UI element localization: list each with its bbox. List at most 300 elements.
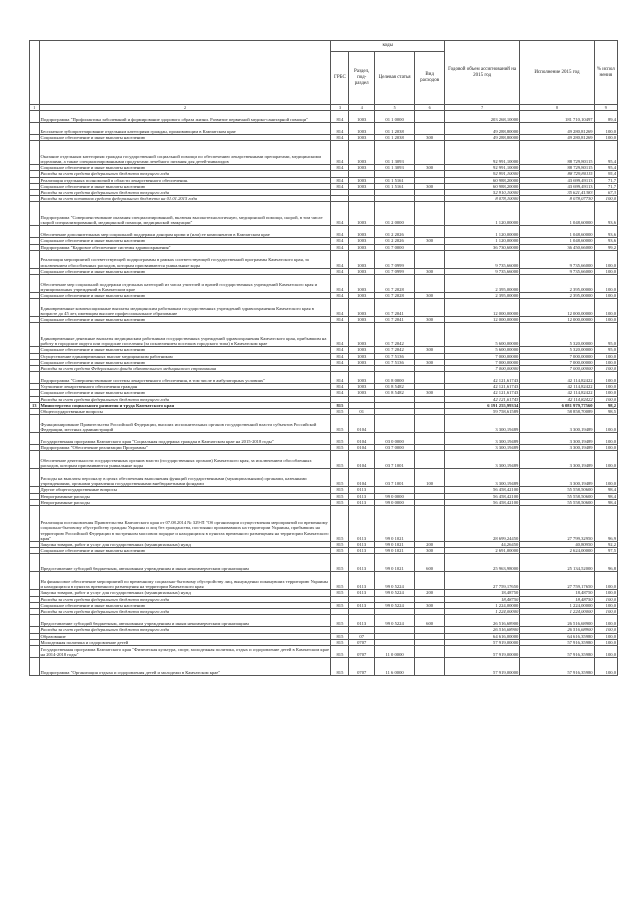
row-expense-type: 300 [415,347,445,353]
row-razdel: 1003 [349,390,374,396]
row-fact-amount: 1 048,60000 [520,226,594,238]
row-fact-amount: 9 735,66000 [520,268,594,274]
row-plan-amount: 92 991,10000 [444,171,519,177]
row-percent: 98,4 [594,499,617,505]
row-target-article [374,415,414,433]
row-section-number [30,615,40,627]
row-target-article: 01 7 5136 [374,353,414,359]
row-plan-amount: 25 963,98000 [444,554,519,572]
header-percent: % испол нения [594,41,617,105]
row-razdel: 0113 [349,542,374,548]
row-section-number [30,226,40,238]
row-razdel: 01 [349,409,374,415]
row-fact-amount: 57 916,35980 [520,657,594,675]
row-grbs: 814 [331,165,349,171]
row-percent: 100,0 [594,596,617,602]
colnum: 9 [594,105,617,111]
row-name: Функционирование Правительства Российской Федерации, высших исполнительных органов государственной власти субъектов Российской Федерации, местных администраций [39,415,331,433]
row-fact-amount: 1 048,60000 [520,202,594,226]
row-name: Молодежная политика и оздоровление детей [39,639,331,645]
row-razdel: 1003 [349,123,374,135]
row-fact-amount: 7 000,00000 [520,353,594,359]
row-plan-amount: 1 224,00000 [444,609,519,615]
row-percent: 100,0 [594,396,617,402]
row-grbs: 814 [331,250,349,268]
row-expense-type [415,372,445,384]
row-target-article: 01 7 0999 [374,268,414,274]
row-grbs: 815 [331,657,349,675]
row-razdel: 0113 [349,554,374,572]
row-fact-amount: 49 280,81269 [520,135,594,141]
row-fact-amount: 26 516,68900 [520,627,594,633]
row-target-article: 99 0 1021 [374,506,414,542]
row-razdel: 0104 [349,451,374,469]
row-razdel: 0113 [349,572,374,590]
row-percent: 100,0 [594,196,617,202]
row-name: Социальное обеспечение и иные выплаты населению [39,602,331,608]
row-target-article: 01 7 0000 [374,244,414,250]
row-grbs: 814 [331,111,349,123]
row-fact-amount: 12 000,00000 [520,317,594,323]
row-plan-amount: 1 120,00000 [444,202,519,226]
row-plan-amount: 26 516,68900 [444,615,519,627]
row-razdel: 0113 [349,548,374,554]
row-expense-type: 100 [415,469,445,487]
row-plan-amount: 7 000,00000 [444,359,519,365]
row-percent: 96,9 [594,506,617,542]
row-fact-amount: 3 300,19489 [520,433,594,445]
row-fact-amount: 1 224,00000 [520,609,594,615]
row-grbs: 814 [331,359,349,365]
row-razdel: 1003 [349,183,374,189]
row-percent: 100,0 [594,469,617,487]
row-name: Социальное обеспечение и иные выплаты населению [39,268,331,274]
row-name: Подпрограмма "Обеспечение реализации Программы" [39,445,331,451]
row-expense-type [415,226,445,238]
row-plan-amount: 12 000,00000 [444,299,519,317]
header-fact: Исполнение 2015 год [520,41,594,105]
row-target-article: 03 7 1001 [374,451,414,469]
row-percent: 98,5 [594,409,617,415]
row-target-article: 03 0 0000 [374,433,414,445]
row-plan-amount: 1 120,00000 [444,226,519,238]
row-percent: 100,0 [594,384,617,390]
row-grbs: 815 [331,469,349,487]
row-name: На финансовое обеспечение мероприятий по временному социально-бытовому обустройству лиц, вынужденно покинувших территорию Украины и находящихся в пунктах временного размещения на территории Камчатского края [39,572,331,590]
row-fact-amount: 26 516,68900 [520,615,594,627]
row-razdel: 0113 [349,590,374,596]
row-razdel: 1003 [349,238,374,244]
row-razdel: 0104 [349,433,374,445]
header-empty-1 [30,41,40,105]
row-section-number [30,554,40,572]
row-target-article: 01 1 2038 [374,123,414,135]
row-target-article: 01 8 5482 [374,390,414,396]
row-plan-amount: 57 919,00000 [444,645,519,657]
row-section-number [30,275,40,293]
row-name: Единовременные денежные выплаты медицинским работникам государственных учреждений здравоохранения Камчатского края, прибывшим на работу в городские округа или городские поселения (за исключением поселков городского типа) в Камчатском крае [39,323,331,347]
row-percent: 100,0 [594,135,617,141]
row-fact-amount: 2 395,00000 [520,275,594,293]
row-plan-amount: 3 300,19489 [444,451,519,469]
row-expense-type: 300 [415,238,445,244]
row-name: Закупка товаров, работ и услуг для государственных (муниципальных) нужд [39,542,331,548]
row-target-article: 01 7 2028 [374,293,414,299]
row-target-article: 01 1 5161 [374,183,414,189]
row-percent: 100,0 [594,293,617,299]
row-plan-amount: 203 268,10000 [444,111,519,123]
row-name: Расходы за счет средств федерального бюджета текущего года [39,190,331,196]
row-expense-type [415,250,445,268]
budget-document [29,40,618,676]
row-plan-amount: 57 919,00000 [444,639,519,645]
row-percent: 100,0 [594,268,617,274]
row-name: Расходы за счет средств федерального бюджета текущего года [39,627,331,633]
row-grbs: 815 [331,615,349,627]
row-plan-amount: 5 600,00000 [444,323,519,347]
row-grbs: 814 [331,347,349,353]
row-razdel: 1003 [349,372,374,384]
row-plan-amount: 42 121,61743 [444,384,519,390]
row-grbs: 815 [331,639,349,645]
row-section-number [30,415,40,433]
table-row [30,506,618,542]
row-fact-amount: 3 300,19489 [520,469,594,487]
row-grbs: 815 [331,542,349,548]
row-target-article: 01 7 2041 [374,299,414,317]
row-percent: 100,0 [594,633,617,639]
row-target-article: 01 8 0000 [374,372,414,384]
row-name: Другие общегосударственные вопросы [39,487,331,493]
row-target-article: 03 7 1001 [374,469,414,487]
table-row [30,469,618,487]
row-percent: 95,4 [594,171,617,177]
row-expense-type [415,572,445,590]
row-fact-amount: 55 558,50600 [520,499,594,505]
row-expense-type: 300 [415,548,445,554]
row-razdel: 0113 [349,506,374,542]
row-section-number [30,323,40,347]
row-name: Обеспечение мер социальной поддержки отдельных категорий из числа учителей и врачей государственных учреждений Камчатского края и муниципальных учреждений в Камчатском крае [39,275,331,293]
row-expense-type [415,111,445,123]
row-razdel: 1003 [349,111,374,123]
header-csr: Целевая статья [374,52,414,105]
row-name: Социальное обеспечение и иные выплаты населению [39,359,331,365]
table-row [30,202,618,226]
colnum: 8 [520,105,594,111]
row-percent: 100,0 [594,250,617,268]
row-grbs: 814 [331,353,349,359]
row-fact-amount: 6 081 979,77560 [520,402,594,408]
row-name: Социальное обеспечение и иные выплаты населению [39,293,331,299]
row-grbs: 814 [331,317,349,323]
row-grbs: 815 [331,590,349,596]
row-section-number [30,111,40,123]
row-expense-type: 300 [415,390,445,396]
row-name: Расходы за счет остатков средств федерального бюджета на 01.01.2015 года [39,196,331,202]
colnum: 6 [415,105,445,111]
row-name: Реализация постановления Правительства Камчатского края от 07.08.2014 № 329-П "Об организации осуществления мероприятий по временному социально-бытовому обустройству граждан Украины и лиц без гражданства, постоянно проживавших на территории Украины, прибывших на территорию Российской Федерации в экстренном массовом порядке и находящихся в пунктах временного размещения на территории Камчатского края" [39,506,331,542]
row-grbs: 815 [331,645,349,657]
row-percent: 100,0 [594,275,617,293]
row-razdel: 1003 [349,384,374,390]
row-plan-amount: 18,48750 [444,590,519,596]
row-target-article: 01 1 2038 [374,135,414,141]
header-vr: Вид расходов [415,52,445,105]
row-expense-type [415,299,445,317]
row-section-number [30,433,40,445]
row-razdel: 1003 [349,165,374,171]
row-percent: 100,0 [594,615,617,627]
row-grbs: 815 [331,487,349,493]
row-fact-amount: 12 000,00000 [520,299,594,317]
row-grbs: 815 [331,633,349,639]
row-expense-type: 300 [415,183,445,189]
row-section-number [30,299,40,317]
header-razdel: Раздел, под-раздел [349,52,374,105]
row-razdel: 1003 [349,250,374,268]
row-target-article: 99 0 5224 [374,572,414,590]
row-fact-amount: 43 699,49113 [520,177,594,183]
row-plan-amount: 9 735,66000 [444,268,519,274]
row-razdel: 0707 [349,657,374,675]
row-percent: 100,0 [594,590,617,596]
row-expense-type [415,141,445,165]
table-row [30,451,618,469]
row-name: Предоставление субсидий бюджетным, автономным учреждениям и иным некоммерческим организациям [39,615,331,627]
row-target-article: 01 7 2041 [374,317,414,323]
row-percent: 100,0 [594,317,617,323]
row-target-article: 01 1 3093 [374,141,414,165]
row-target-article: 99 0 5224 [374,590,414,596]
row-section-number [30,372,40,384]
header-plan: Годовой объем ассигнований на 2015 год [444,41,519,105]
row-name: Социальное обеспечение и иные выплаты населению [39,165,331,171]
row-percent: 97,5 [594,548,617,554]
row-grbs: 815 [331,451,349,469]
row-name: Подпрограмма "Кадровое обеспечение системы здравоохранения" [39,244,331,250]
row-percent: 71,7 [594,177,617,183]
row-expense-type: 300 [415,135,445,141]
row-percent: 96,8 [594,554,617,572]
row-razdel: 1003 [349,275,374,293]
row-name: Расходы за счет средств Федерального фонда обязательного медицинского страхования [39,366,331,372]
row-section-number [30,123,40,135]
row-plan-amount: 3 300,19489 [444,433,519,445]
row-name: Министерство социального развития и труда Камчатского края [39,402,331,408]
row-grbs: 815 [331,433,349,445]
row-expense-type [415,323,445,347]
row-percent: 100,0 [594,299,617,317]
row-fact-amount: 27 759,17650 [520,572,594,590]
row-percent: 95,0 [594,347,617,353]
colnum: 4 [349,105,374,111]
row-razdel: 0104 [349,469,374,487]
row-section-number [30,469,40,487]
row-percent: 93,6 [594,202,617,226]
row-section-number [30,657,40,675]
row-percent: 98,4 [594,487,617,493]
row-grbs: 814 [331,299,349,317]
row-expense-type [415,415,445,433]
row-fact-amount: 58 858,70089 [520,409,594,415]
row-fact-amount: 88 729,80115 [520,165,594,171]
row-target-article: 01 1 0000 [374,111,414,123]
row-name: Социальное обеспечение и иные выплаты населению [39,548,331,554]
row-percent: 100,0 [594,415,617,433]
row-grbs: 814 [331,384,349,390]
row-expense-type: 200 [415,542,445,548]
row-percent: 100,0 [594,433,617,445]
row-plan-amount: 3 300,19489 [444,469,519,487]
row-plan-amount: 49 288,80000 [444,135,519,141]
row-expense-type: 300 [415,359,445,365]
row-razdel: 1003 [349,359,374,365]
row-section-number [30,506,40,542]
row-razdel: 0113 [349,493,374,499]
row-name: Обеспечение деятельности государственных органов власти (государственных органов) Камчатского края, за исключением обособленных расходов, которым присваиваются уникальные коды [39,451,331,469]
row-expense-type: 300 [415,317,445,323]
row-plan-amount: 3 300,19489 [444,415,519,433]
row-fact-amount: 18,48750 [520,590,594,596]
row-name: Реализация отдельных полномочий в области лекарственного обеспечения. [39,177,331,183]
row-target-article: 01 1 3093 [374,165,414,171]
table-row [30,572,618,590]
row-grbs: 815 [331,602,349,608]
row-target-article: 01 7 2028 [374,275,414,293]
row-percent: 100,0 [594,602,617,608]
row-razdel: 1003 [349,244,374,250]
row-name: Образование [39,633,331,639]
row-plan-amount: 52 910,10000 [444,190,519,196]
row-grbs: 814 [331,275,349,293]
row-plan-amount: 9 735,66000 [444,250,519,268]
row-fact-amount: 8 078,07730 [520,196,594,202]
row-grbs: 815 [331,402,349,408]
row-target-article: 01 7 2042 [374,323,414,347]
table-row [30,250,618,268]
row-expense-type [415,202,445,226]
table-row [30,226,618,238]
row-target-article: 99 0 5224 [374,602,414,608]
row-razdel: 1003 [349,202,374,226]
row-percent: 100,0 [594,353,617,359]
row-expense-type [415,123,445,135]
row-fact-amount: 42 114,82422 [520,390,594,396]
row-fact-amount: 3 300,19489 [520,451,594,469]
row-name: Социальное обеспечение и иные выплаты населению [39,135,331,141]
row-expense-type: 200 [415,590,445,596]
row-target-article: 01 7 5136 [374,359,414,365]
colnum: 7 [444,105,519,111]
header-empty-2 [39,41,331,105]
row-section-number [30,451,40,469]
row-percent: 100,0 [594,627,617,633]
row-plan-amount: 12 000,00000 [444,317,519,323]
row-razdel: 1003 [349,177,374,183]
row-expense-type [415,645,445,657]
row-fact-amount: 181 710,10497 [520,111,594,123]
row-razdel: 0113 [349,615,374,627]
row-fact-amount: 57 916,35980 [520,639,594,645]
row-fact-amount: 27 799,32950 [520,506,594,542]
row-plan-amount: 8 078,10000 [444,196,519,202]
row-percent: 100,0 [594,123,617,135]
row-fact-amount: 88 729,80115 [520,171,594,177]
row-name: Расходы на выплаты персоналу в целях обеспечения выполнения функций государственными (муниципальными) органами, казенными учреждениями, органами управления государственными внебюджетными фондами [39,469,331,487]
row-plan-amount: 1 224,00000 [444,602,519,608]
row-plan-amount: 49 288,80000 [444,123,519,135]
table-row [30,299,618,317]
row-name: Социальное обеспечение и иные выплаты населению [39,347,331,353]
row-target-article: 01 2 2026 [374,238,414,244]
row-name: Непрограммные расходы [39,493,331,499]
row-fact-amount: 5 320,00000 [520,323,594,347]
row-name: Подпрограмма "Совершенствование системы лекарственного обеспечения, в том числе в амбулаторных условиях" [39,372,331,384]
row-section-number [30,141,40,165]
row-plan-amount: 56 458,42100 [444,487,519,493]
row-percent: 100,0 [594,372,617,384]
row-plan-amount: 56 458,42100 [444,499,519,505]
row-target-article: 01 2 0000 [374,202,414,226]
row-name: Обеспечение дополнительных мер социальной поддержки донорам крови и (или) ее компонентов в Камчатском крае [39,226,331,238]
row-grbs: 814 [331,390,349,396]
row-fact-amount: 3 300,19489 [520,415,594,433]
table-row [30,111,618,123]
row-fact-amount: 2 624,00000 [520,548,594,554]
row-fact-amount: 1 048,60000 [520,238,594,244]
row-percent: 71,7 [594,183,617,189]
table-row [30,275,618,293]
row-plan-amount: 42 121,61743 [444,390,519,396]
row-name: Социальное обеспечение и иные выплаты населению [39,183,331,189]
row-expense-type: 600 [415,554,445,572]
row-fact-amount: 1 224,00000 [520,602,594,608]
row-grbs: 814 [331,226,349,238]
row-name: Оказание отдельным категориям граждан государственной социальной помощи по обеспечению лекарственными препаратами, медицинскими изделиями, а также специализированными продуктами лечебного питания для детей-инвалидов [39,141,331,165]
row-plan-amount: 59 758,61589 [444,409,519,415]
row-expense-type [415,451,445,469]
row-plan-amount: 2 395,00000 [444,293,519,299]
row-target-article: 01 1 5161 [374,177,414,183]
row-grbs: 815 [331,415,349,433]
row-razdel: 1003 [349,226,374,238]
row-name: Социальное обеспечение и иные выплаты населению [39,238,331,244]
row-target-article: 01 2 2026 [374,226,414,238]
row-razdel: 0707 [349,645,374,657]
row-plan-amount: 42 121,61743 [444,372,519,384]
row-target-article: 99 0 0000 [374,493,414,499]
colnum: 1 [30,105,40,111]
table-row [30,141,618,165]
row-percent: 89,4 [594,111,617,123]
row-expense-type: 300 [415,293,445,299]
row-target-article: 01 7 0999 [374,250,414,268]
table-row [30,433,618,445]
row-razdel: 1003 [349,353,374,359]
row-expense-type [415,275,445,293]
row-grbs: 814 [331,177,349,183]
row-percent: 100,0 [594,639,617,645]
row-fact-amount: 57 916,35980 [520,645,594,657]
row-plan-amount: 26 516,68900 [444,627,519,633]
row-percent: 100,0 [594,609,617,615]
row-razdel: 0104 [349,445,374,451]
row-plan-amount: 44,26450 [444,542,519,548]
row-section-number [30,250,40,268]
row-fact-amount: 36 450,66000 [520,244,594,250]
row-percent: 93,6 [594,226,617,238]
